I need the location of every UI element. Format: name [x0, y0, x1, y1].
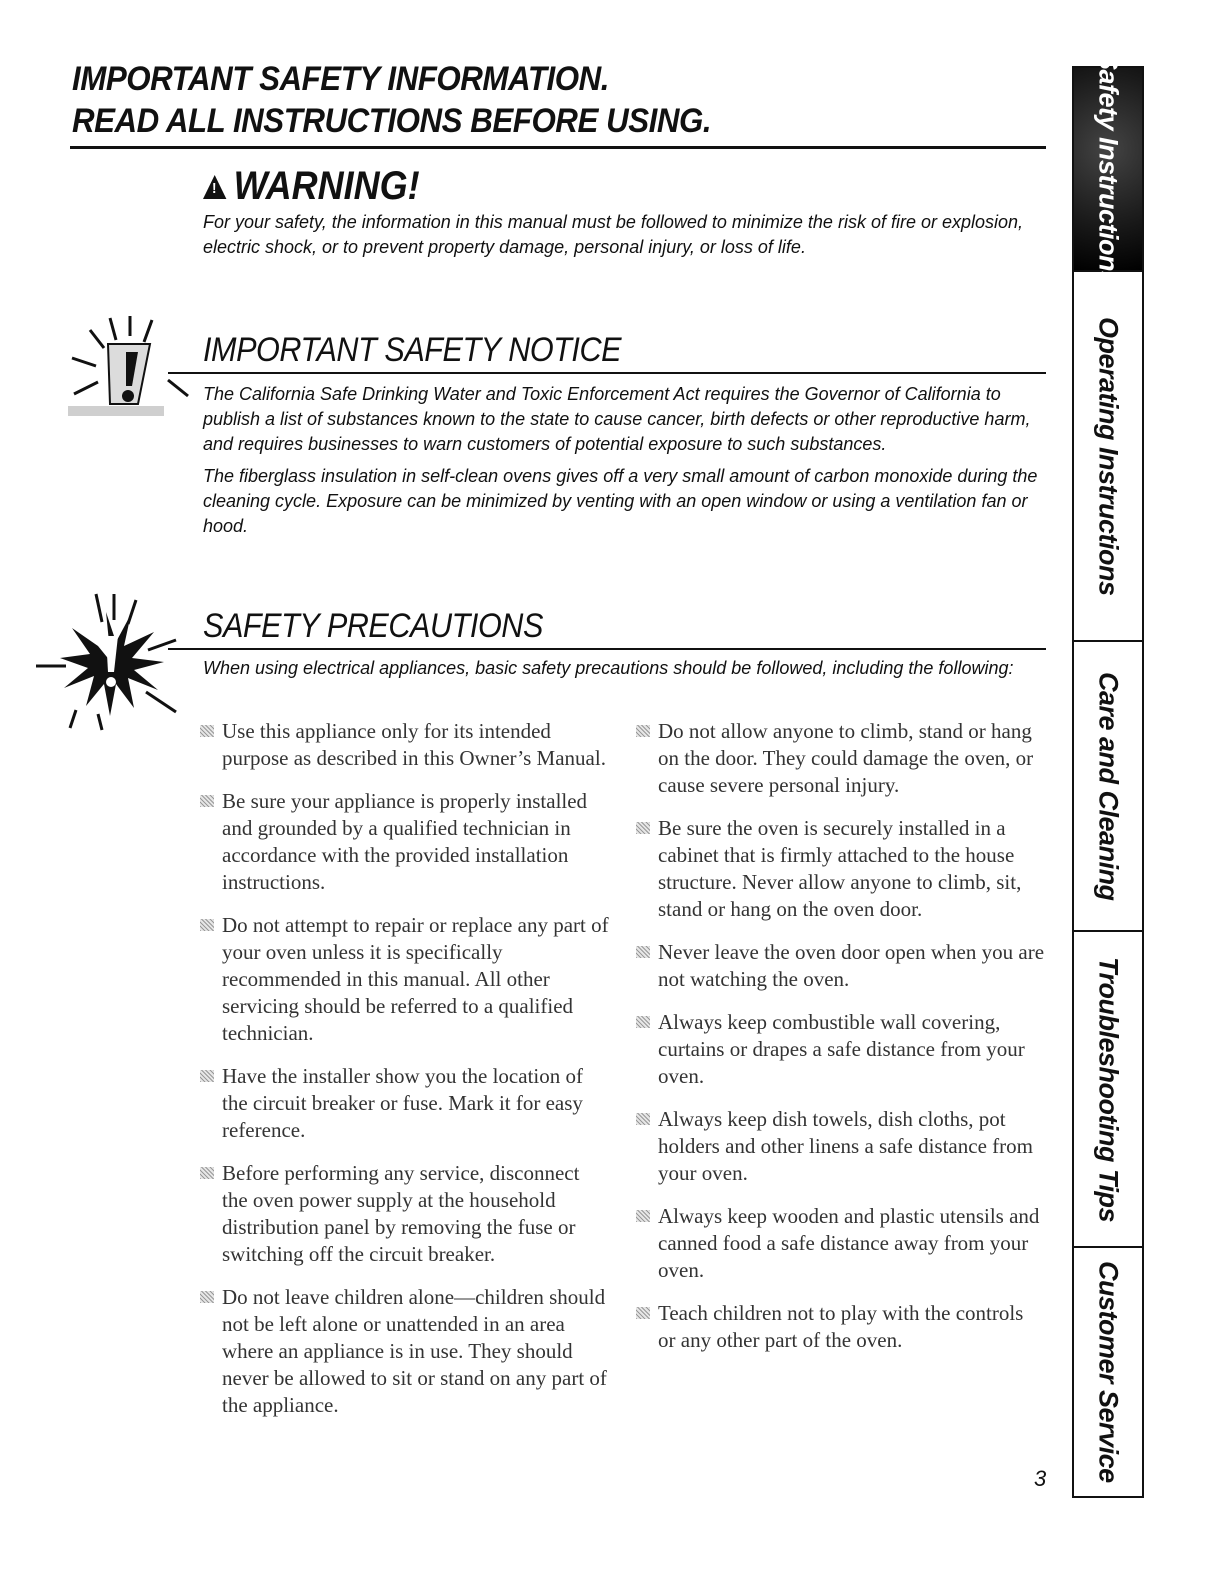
- list-item: Do not allow anyone to climb, stand or hang on the door. They could damage the oven, or cause severe personal injury.: [636, 718, 1046, 799]
- notice-paragraph-1: The California Safe Drinking Water and Toxic Enforcement Act requires the Governor of California to publish a list of substances known to the state to cause cancer, birth defects or other reproductive harm, and requires businesses to warn customers of potential exposure to such substances.: [203, 384, 1031, 454]
- list-item: Have the installer show you the location of the circuit breaker or fuse. Mark it for easy reference.: [200, 1063, 610, 1144]
- bullet-icon: [636, 1307, 650, 1319]
- bullet-icon: [636, 1210, 650, 1222]
- list-item: Teach children not to play with the controls or any other part of the oven.: [636, 1300, 1046, 1354]
- header-line-1: IMPORTANT SAFETY INFORMATION.: [72, 60, 609, 98]
- notice-divider: [168, 372, 1046, 374]
- bullet-icon: [200, 919, 214, 931]
- bullet-icon: [200, 1167, 214, 1179]
- tab-customer-service[interactable]: Customer Service: [1093, 1261, 1124, 1483]
- tab-operating-instructions[interactable]: Operating Instructions: [1074, 272, 1142, 642]
- list-item: Be sure your appliance is properly installed and grounded by a qualified technician in accordance with the provided installation instructions.: [200, 788, 610, 896]
- page-header: [72, 58, 974, 142]
- list-item: Do not leave children alone—children should not be left alone or unattended in an area where an appliance is in use. They should never be allowed to sit or stand on any part of the appliance.: [200, 1284, 610, 1419]
- list-item: Be sure the oven is securely installed in a cabinet that is firmly attached to the house structure. Never allow anyone to climb, sit, stand or hang on the oven door.: [636, 815, 1046, 923]
- header-divider: [70, 146, 1046, 149]
- tab-care-and-cleaning[interactable]: Care and Cleaning: [1074, 642, 1142, 932]
- list-item: Before performing any service, disconnect the oven power supply at the household distribution panel by removing the fuse or switching off the circuit breaker.: [200, 1160, 610, 1268]
- tab-troubleshooting-tips[interactable]: Troubleshooting Tips: [1074, 932, 1142, 1248]
- tab-safety-instructions[interactable]: Safety Instructions: [1074, 68, 1142, 272]
- page-number: 3: [1034, 1466, 1047, 1491]
- warning-title: WARNING!: [233, 164, 420, 208]
- list-item: Always keep dish towels, dish cloths, pot holders and other linens a safe distance from your oven.: [636, 1106, 1046, 1187]
- notice-paragraph-2: The fiberglass insulation in self-clean ovens gives off a very small amount of carbon monoxide during the cleaning cycle. Exposure can be minimized by venting with an open window or using a ventilation fan or hood.: [203, 466, 1038, 536]
- warning-heading: [203, 164, 420, 208]
- warning-triangle-icon: [203, 175, 226, 199]
- precautions-left-column: [200, 718, 610, 1435]
- notice-title: IMPORTANT SAFETY NOTICE: [203, 331, 622, 369]
- precautions-right-column: [636, 718, 1046, 1370]
- section-tabs: [1072, 52, 1144, 1498]
- precautions-title: SAFETY PRECAUTIONS: [203, 607, 543, 645]
- bullet-icon: [636, 822, 650, 834]
- precautions-divider: [168, 648, 1046, 650]
- exclamation-notice-icon: [60, 300, 190, 430]
- header-line-2: READ ALL INSTRUCTIONS BEFORE USING.: [72, 102, 712, 140]
- starburst-exclamation-icon: [36, 592, 186, 732]
- list-item: Use this appliance only for its intended purpose as described in this Owner’s Manual.: [200, 718, 610, 772]
- bullet-icon: [200, 1070, 214, 1082]
- list-item: Do not attempt to repair or replace any part of your oven unless it is specifically recommended in this manual. All other servicing should be referred to a qualified technician.: [200, 912, 610, 1047]
- bullet-icon: [636, 1016, 650, 1028]
- bullet-icon: [200, 795, 214, 807]
- list-item: Always keep wooden and plastic utensils and canned food a safe distance away from your oven.: [636, 1203, 1046, 1284]
- bullet-icon: [200, 725, 214, 737]
- bullet-icon: [636, 725, 650, 737]
- warning-text: For your safety, the information in this manual must be followed to minimize the risk of fire or explosion, electric shock, or to prevent property damage, personal injury, or loss of life.: [203, 212, 1024, 257]
- bullet-icon: [636, 946, 650, 958]
- bullet-icon: [636, 1113, 650, 1125]
- list-item: Never leave the oven door open when you are not watching the oven.: [636, 939, 1046, 993]
- bullet-icon: [200, 1291, 214, 1303]
- precautions-intro: When using electrical appliances, basic safety precautions should be followed, including the following:: [203, 658, 1014, 678]
- list-item: Always keep combustible wall covering, curtains or drapes a safe distance from your oven.: [636, 1009, 1046, 1090]
